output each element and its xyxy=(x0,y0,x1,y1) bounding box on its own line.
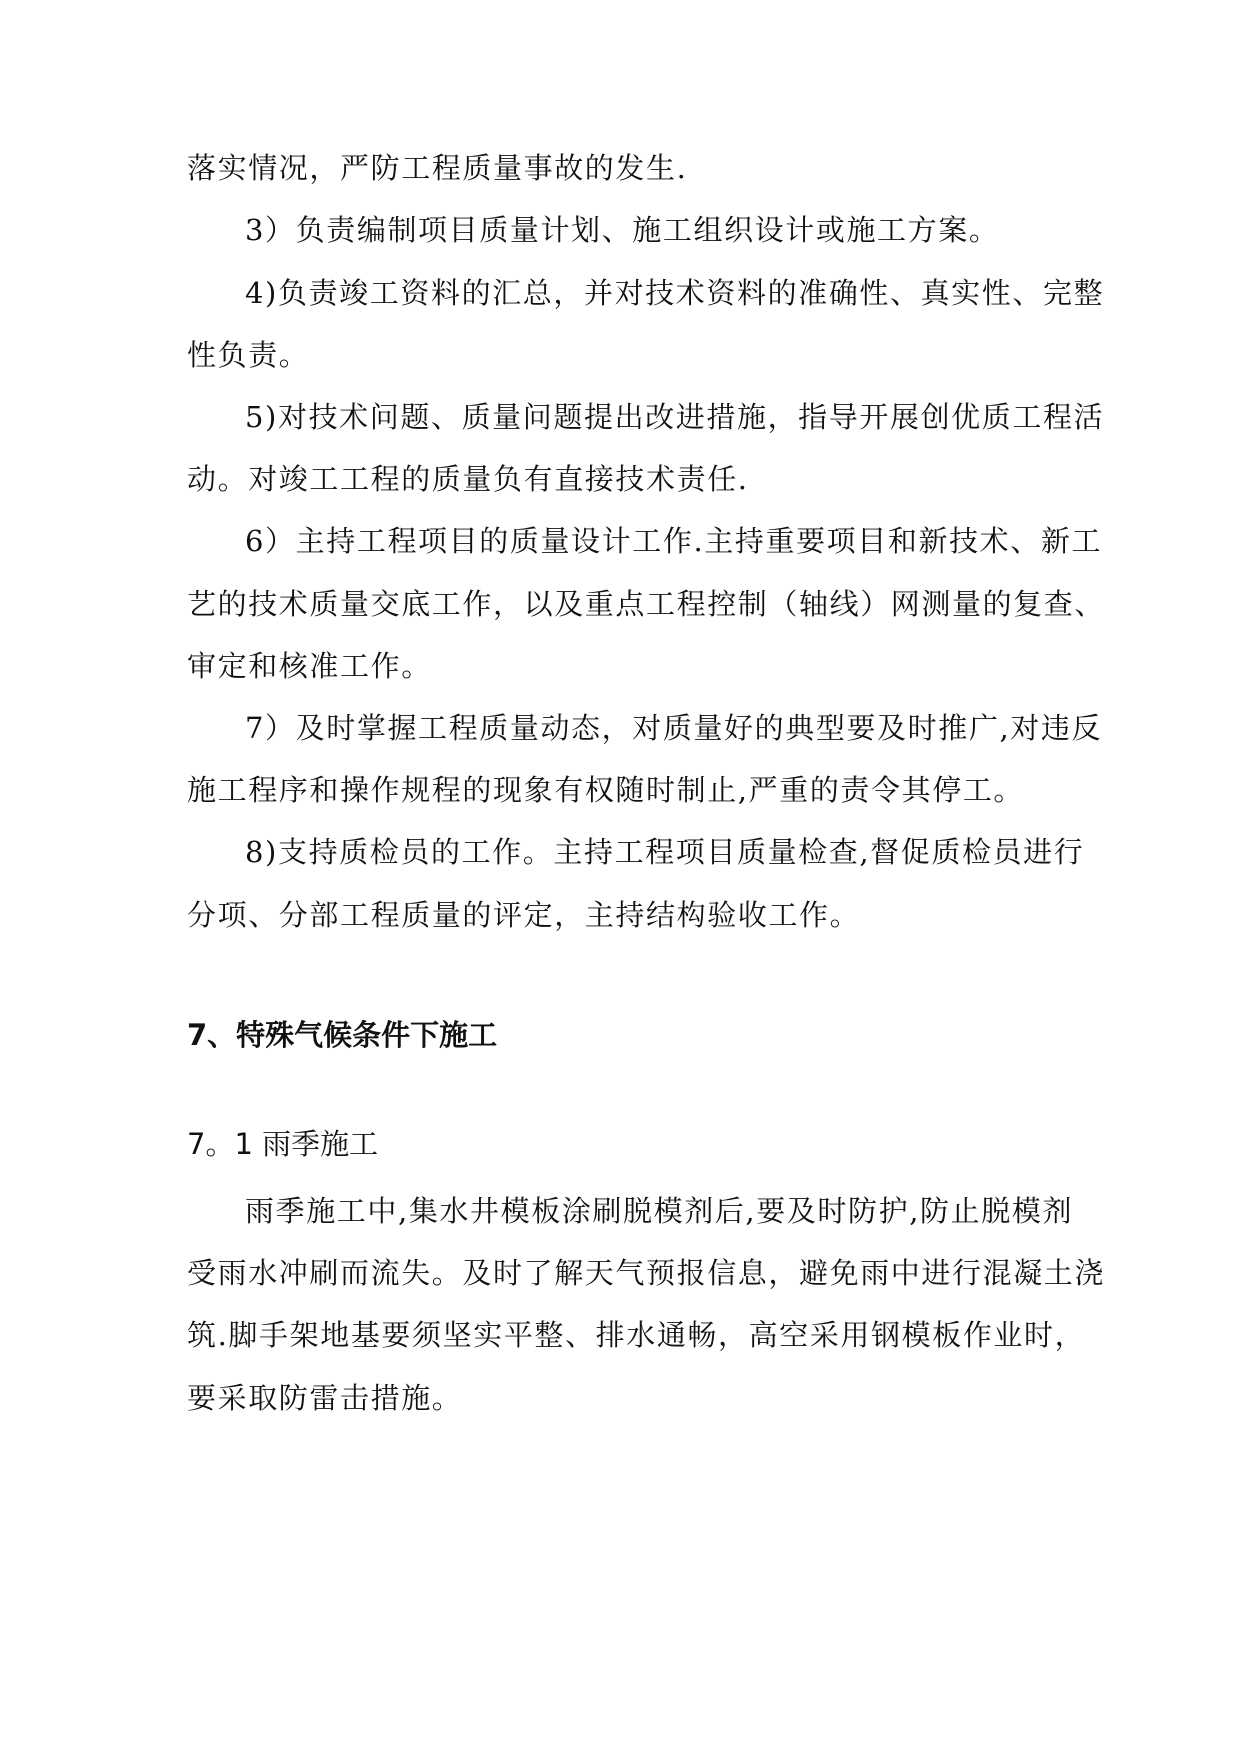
list-item-5-line-1: 5)对技术问题、质量问题提出改进措施，指导开展创优质工程活 xyxy=(245,400,1105,434)
list-item-3: 3）负责编制项目质量计划、施工组织设计或施工方案。 xyxy=(245,213,1000,247)
section-heading: 7、特殊气候条件下施工 xyxy=(187,1018,498,1052)
list-item-6-line-3: 审定和核准工作。 xyxy=(187,649,432,683)
subsection-heading: 7。1 雨季施工 xyxy=(187,1127,379,1161)
paragraph-continuation-line: 落实情况，严防工程质量事故的发生. xyxy=(187,151,688,185)
list-item-7-line-2: 施工程序和操作规程的现象有权随时制止,严重的责令其停工。 xyxy=(187,773,1025,807)
list-item-8-line-1: 8)支持质检员的工作。主持工程项目质量检查,督促质检员进行 xyxy=(245,835,1085,869)
subsection-paragraph-line-3: 筑.脚手架地基要须坚实平整、排水通畅，高空采用钢模板作业时， xyxy=(187,1318,1086,1352)
list-item-8-line-2: 分项、分部工程质量的评定，主持结构验收工作。 xyxy=(187,898,861,932)
list-item-5-line-2: 动。对竣工工程的质量负有直接技术责任. xyxy=(187,462,749,496)
list-item-6-line-2: 艺的技术质量交底工作，以及重点工程控制（轴线）网测量的复查、 xyxy=(187,587,1106,621)
subsection-paragraph-line-2: 受雨水冲刷而流失。及时了解天气预报信息，避免雨中进行混凝土浇 xyxy=(187,1256,1106,1290)
subsection-paragraph-line-4: 要采取防雷击措施。 xyxy=(187,1381,463,1415)
list-item-4-line-2: 性负责。 xyxy=(187,338,310,372)
list-item-7-line-1: 7）及时掌握工程质量动态，对质量好的典型要及时推广,对违反 xyxy=(245,711,1103,745)
list-item-6-line-1: 6）主持工程项目的质量设计工作.主持重要项目和新技术、新工 xyxy=(245,524,1103,558)
subsection-paragraph-line-1: 雨季施工中,集水井模板涂刷脱模剂后,要及时防护,防止脱模剂 xyxy=(245,1194,1074,1228)
list-item-4-line-1: 4)负责竣工资料的汇总，并对技术资料的准确性、真实性、完整 xyxy=(245,276,1105,310)
